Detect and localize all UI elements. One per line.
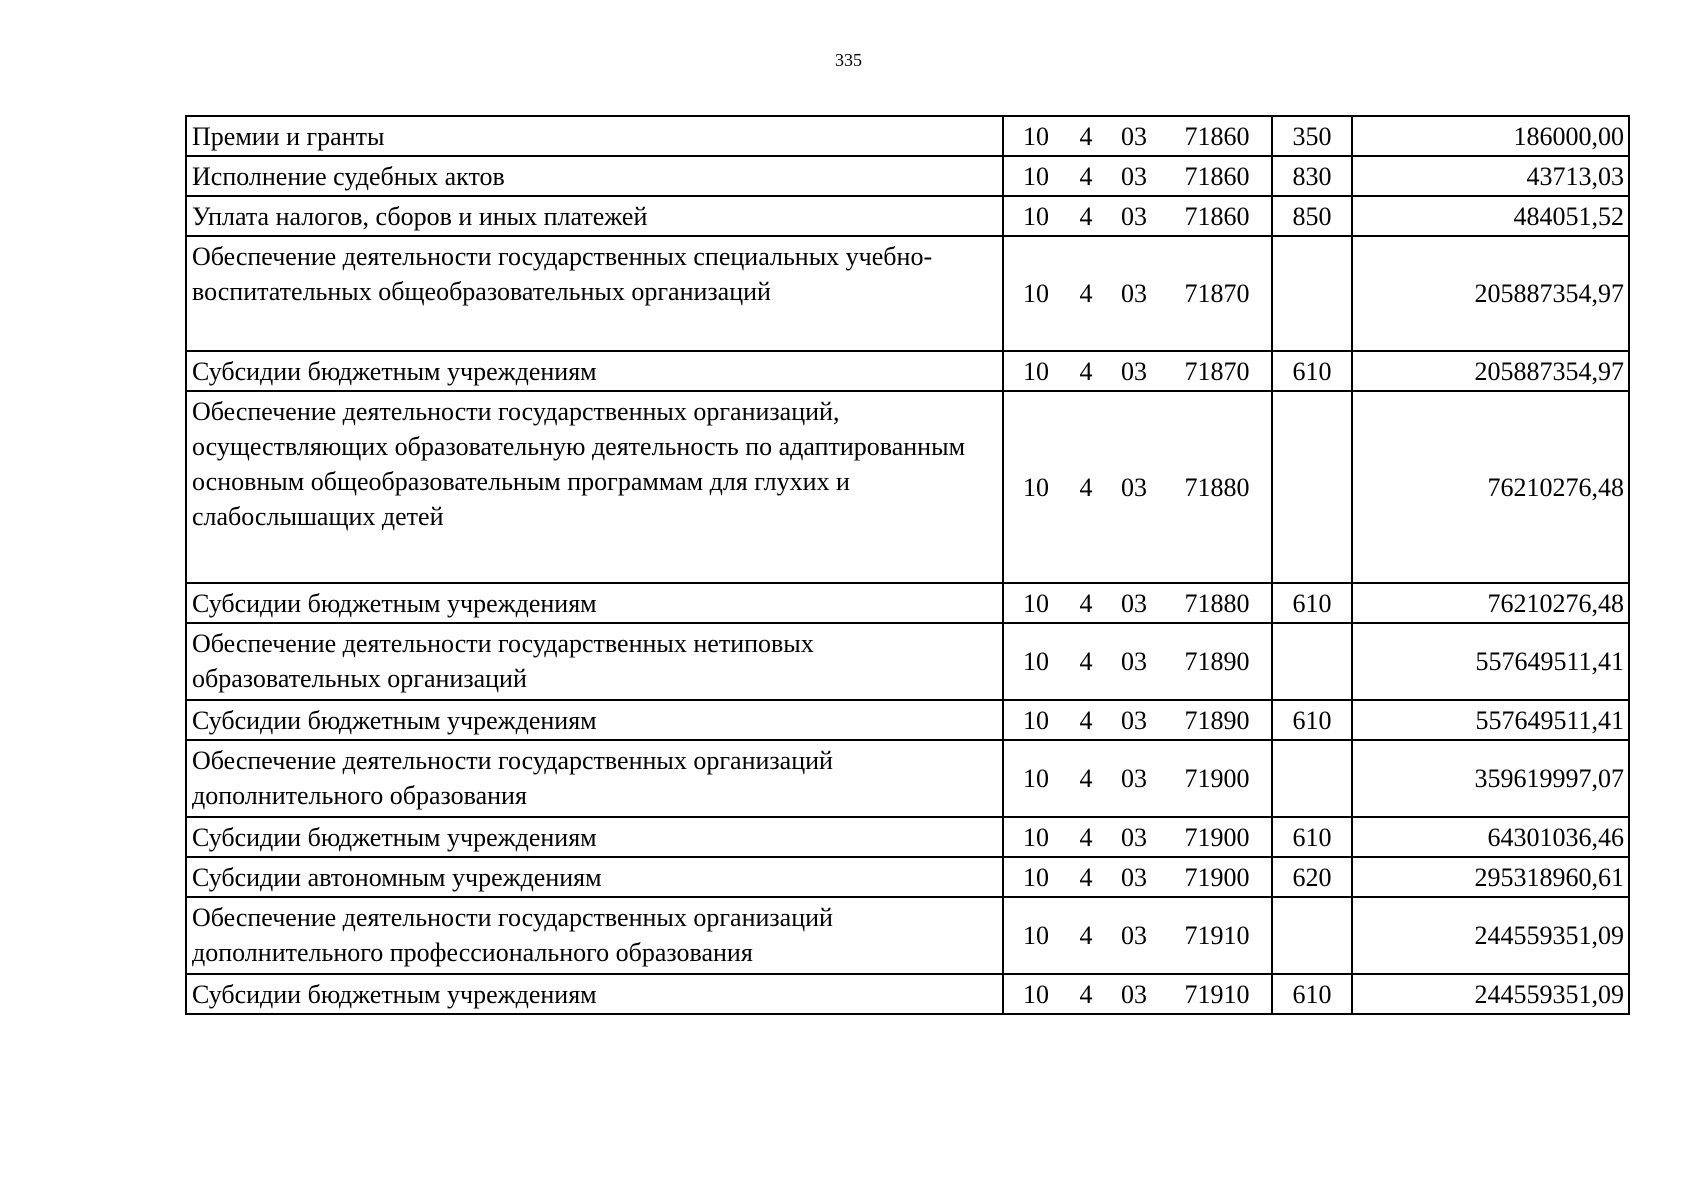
- budget-codes: [1003, 897, 1272, 974]
- budget-codes: [1003, 236, 1272, 351]
- subsection-code: 4: [1079, 161, 1093, 191]
- program-code: 03: [1121, 764, 1147, 793]
- budget-codes: [1003, 817, 1272, 857]
- budget-codes: [1003, 196, 1272, 236]
- expense-type-code: 610: [1272, 351, 1352, 391]
- target-article-code: 71900: [1184, 764, 1250, 793]
- item-name: Субсидии автономным учреждениям: [186, 857, 1003, 897]
- expense-type-code: 610: [1272, 700, 1352, 740]
- expense-type-code: 610: [1272, 817, 1352, 857]
- expense-type-code: [1272, 740, 1352, 817]
- item-name: Премии и гранты: [186, 116, 1003, 156]
- budget-table-body: [186, 116, 1629, 1014]
- target-article-code: 71880: [1184, 588, 1250, 618]
- item-name: Обеспечение деятельности государственных организаций, осуществляющих образовательную деятельность по адаптированным основным общеобразовательным программам для глухих и слабослышащих детей: [186, 391, 1003, 583]
- section-code: 10: [1023, 705, 1049, 735]
- table-row: [186, 351, 1629, 391]
- budget-codes: [1003, 583, 1272, 623]
- section-code: 10: [1023, 764, 1049, 793]
- item-name: Исполнение судебных актов: [186, 156, 1003, 196]
- table-row: [186, 700, 1629, 740]
- program-code: 03: [1121, 472, 1147, 502]
- budget-codes: [1003, 623, 1272, 700]
- program-code: 03: [1121, 161, 1147, 191]
- item-name: Обеспечение деятельности государственных специальных учебно-воспитательных общеобразовательных организаций: [186, 236, 1003, 351]
- page-number: 335: [835, 50, 862, 70]
- section-code: 10: [1023, 279, 1049, 308]
- expense-type-code: [1272, 623, 1352, 700]
- table-row: [186, 116, 1629, 156]
- table-row: [186, 817, 1629, 857]
- expense-type-code: 850: [1272, 196, 1352, 236]
- table-row: [186, 623, 1629, 700]
- item-name: Обеспечение деятельности государственных нетиповых образовательных организаций: [186, 623, 1003, 700]
- subsection-code: 4: [1079, 588, 1093, 618]
- program-code: 03: [1121, 705, 1147, 735]
- budget-codes: [1003, 974, 1272, 1014]
- program-code: 03: [1121, 862, 1147, 892]
- target-article-code: 71860: [1184, 121, 1250, 151]
- program-code: 03: [1121, 979, 1147, 1009]
- amount: 557649511,41: [1352, 623, 1629, 700]
- subsection-code: 4: [1079, 472, 1093, 502]
- item-name: Субсидии бюджетным учреждениям: [186, 817, 1003, 857]
- target-article-code: 71900: [1184, 822, 1250, 852]
- table-row: [186, 583, 1629, 623]
- program-code: 03: [1121, 647, 1147, 676]
- amount: 244559351,09: [1352, 897, 1629, 974]
- subsection-code: 4: [1079, 862, 1093, 892]
- amount: 76210276,48: [1352, 583, 1629, 623]
- expense-type-code: [1272, 236, 1352, 351]
- subsection-code: 4: [1079, 356, 1093, 386]
- subsection-code: 4: [1079, 921, 1093, 950]
- expense-type-code: 610: [1272, 583, 1352, 623]
- amount: 295318960,61: [1352, 857, 1629, 897]
- subsection-code: 4: [1079, 121, 1093, 151]
- section-code: 10: [1023, 201, 1049, 231]
- program-code: 03: [1121, 921, 1147, 950]
- amount: 244559351,09: [1352, 974, 1629, 1014]
- table-row: [186, 236, 1629, 351]
- target-article-code: 71900: [1184, 862, 1250, 892]
- expense-type-code: 830: [1272, 156, 1352, 196]
- program-code: 03: [1121, 279, 1147, 308]
- item-name: Субсидии бюджетным учреждениям: [186, 583, 1003, 623]
- section-code: 10: [1023, 647, 1049, 676]
- section-code: 10: [1023, 979, 1049, 1009]
- section-code: 10: [1023, 862, 1049, 892]
- section-code: 10: [1023, 472, 1049, 502]
- amount: 359619997,07: [1352, 740, 1629, 817]
- subsection-code: 4: [1079, 705, 1093, 735]
- table-row: [186, 391, 1629, 583]
- target-article-code: 71870: [1184, 279, 1250, 308]
- amount: 205887354,97: [1352, 236, 1629, 351]
- table-row: [186, 857, 1629, 897]
- program-code: 03: [1121, 588, 1147, 618]
- target-article-code: 71890: [1184, 705, 1250, 735]
- expense-type-code: 350: [1272, 116, 1352, 156]
- amount: 557649511,41: [1352, 700, 1629, 740]
- target-article-code: 71880: [1184, 472, 1250, 502]
- budget-codes: [1003, 700, 1272, 740]
- item-name: Обеспечение деятельности государственных организаций дополнительного образования: [186, 740, 1003, 817]
- subsection-code: 4: [1079, 647, 1093, 676]
- subsection-code: 4: [1079, 279, 1093, 308]
- target-article-code: 71890: [1184, 647, 1250, 676]
- target-article-code: 71860: [1184, 201, 1250, 231]
- program-code: 03: [1121, 201, 1147, 231]
- section-code: 10: [1023, 161, 1049, 191]
- budget-codes: [1003, 156, 1272, 196]
- table-row: [186, 897, 1629, 974]
- expense-type-code: 610: [1272, 974, 1352, 1014]
- budget-codes: [1003, 857, 1272, 897]
- section-code: 10: [1023, 121, 1049, 151]
- item-name: Уплата налогов, сборов и иных платежей: [186, 196, 1003, 236]
- budget-table: [185, 115, 1630, 1015]
- expense-type-code: [1272, 391, 1352, 583]
- section-code: 10: [1023, 588, 1049, 618]
- budget-codes: [1003, 116, 1272, 156]
- subsection-code: 4: [1079, 201, 1093, 231]
- section-code: 10: [1023, 921, 1049, 950]
- amount: 186000,00: [1352, 116, 1629, 156]
- item-name: Субсидии бюджетным учреждениям: [186, 974, 1003, 1014]
- subsection-code: 4: [1079, 822, 1093, 852]
- subsection-code: 4: [1079, 979, 1093, 1009]
- budget-codes: [1003, 740, 1272, 817]
- item-name: Обеспечение деятельности государственных организаций дополнительного профессионального образования: [186, 897, 1003, 974]
- amount: 484051,52: [1352, 196, 1629, 236]
- budget-codes: [1003, 351, 1272, 391]
- amount: 43713,03: [1352, 156, 1629, 196]
- budget-codes: [1003, 391, 1272, 583]
- program-code: 03: [1121, 121, 1147, 151]
- amount: 76210276,48: [1352, 391, 1629, 583]
- target-article-code: 71860: [1184, 161, 1250, 191]
- section-code: 10: [1023, 822, 1049, 852]
- table-row: [186, 974, 1629, 1014]
- target-article-code: 71870: [1184, 356, 1250, 386]
- table-row: [186, 740, 1629, 817]
- program-code: 03: [1121, 356, 1147, 386]
- amount: 205887354,97: [1352, 351, 1629, 391]
- program-code: 03: [1121, 822, 1147, 852]
- section-code: 10: [1023, 356, 1049, 386]
- subsection-code: 4: [1079, 764, 1093, 793]
- table-row: [186, 196, 1629, 236]
- expense-type-code: 620: [1272, 857, 1352, 897]
- amount: 64301036,46: [1352, 817, 1629, 857]
- target-article-code: 71910: [1184, 979, 1250, 1009]
- expense-type-code: [1272, 897, 1352, 974]
- target-article-code: 71910: [1184, 921, 1250, 950]
- item-name: Субсидии бюджетным учреждениям: [186, 700, 1003, 740]
- table-row: [186, 156, 1629, 196]
- item-name: Субсидии бюджетным учреждениям: [186, 351, 1003, 391]
